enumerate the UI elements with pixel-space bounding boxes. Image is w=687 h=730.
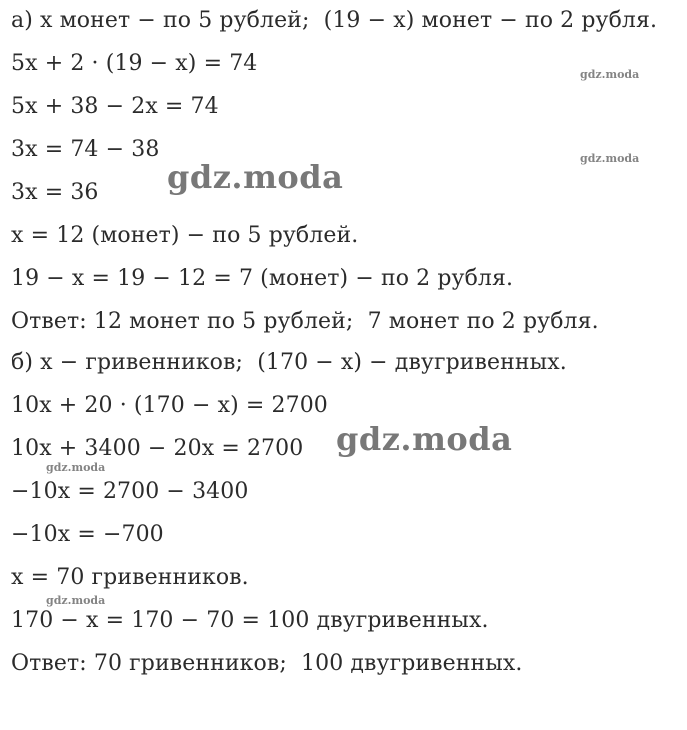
solution-line-a-result: 3x = 36 xyxy=(11,180,99,205)
solution-line-a-expand: 5x + 38 − 2x = 74 xyxy=(11,94,219,119)
solution-line-b-expand: 10x + 3400 − 20x = 2700 xyxy=(11,436,304,461)
solution-line-b-other: 170 − x = 170 − 70 = 100 двугривенных. xyxy=(11,608,489,633)
watermark-logo: gdz.moda xyxy=(167,158,344,196)
solution-line-a-x: x = 12 (монет) − по 5 рублей. xyxy=(11,223,359,248)
watermark-small: gdz.moda xyxy=(46,594,106,607)
watermark-small: gdz.moda xyxy=(46,461,106,474)
solution-line-b-setup: б) x − гривенников; (170 − x) − двугривенных. xyxy=(11,350,567,375)
answer-a: Ответ: 12 монет по 5 рублей; 7 монет по 2 рубля. xyxy=(11,309,599,334)
watermark-small: gdz.moda xyxy=(580,152,640,165)
solution-line-b-equation: 10x + 20 · (170 − x) = 2700 xyxy=(11,393,328,418)
solution-line-b-x: x = 70 гривенников. xyxy=(11,565,249,590)
answer-b: Ответ: 70 гривенников; 100 двугривенных. xyxy=(11,651,523,676)
solution-line-a-equation: 5x + 2 · (19 − x) = 74 xyxy=(11,51,258,76)
solution-line-b-result: −10x = −700 xyxy=(11,522,164,547)
solution-line-a-setup: а) x монет − по 5 рублей; (19 − x) монет − по 2 рубля. xyxy=(11,8,658,33)
solution-line-a-simplify: 3x = 74 − 38 xyxy=(11,137,160,162)
solution-line-b-simplify: −10x = 2700 − 3400 xyxy=(11,479,249,504)
solution-line-a-other: 19 − x = 19 − 12 = 7 (монет) − по 2 рубля. xyxy=(11,266,514,291)
watermark-small: gdz.moda xyxy=(580,68,640,81)
watermark-logo: gdz.moda xyxy=(336,420,513,458)
